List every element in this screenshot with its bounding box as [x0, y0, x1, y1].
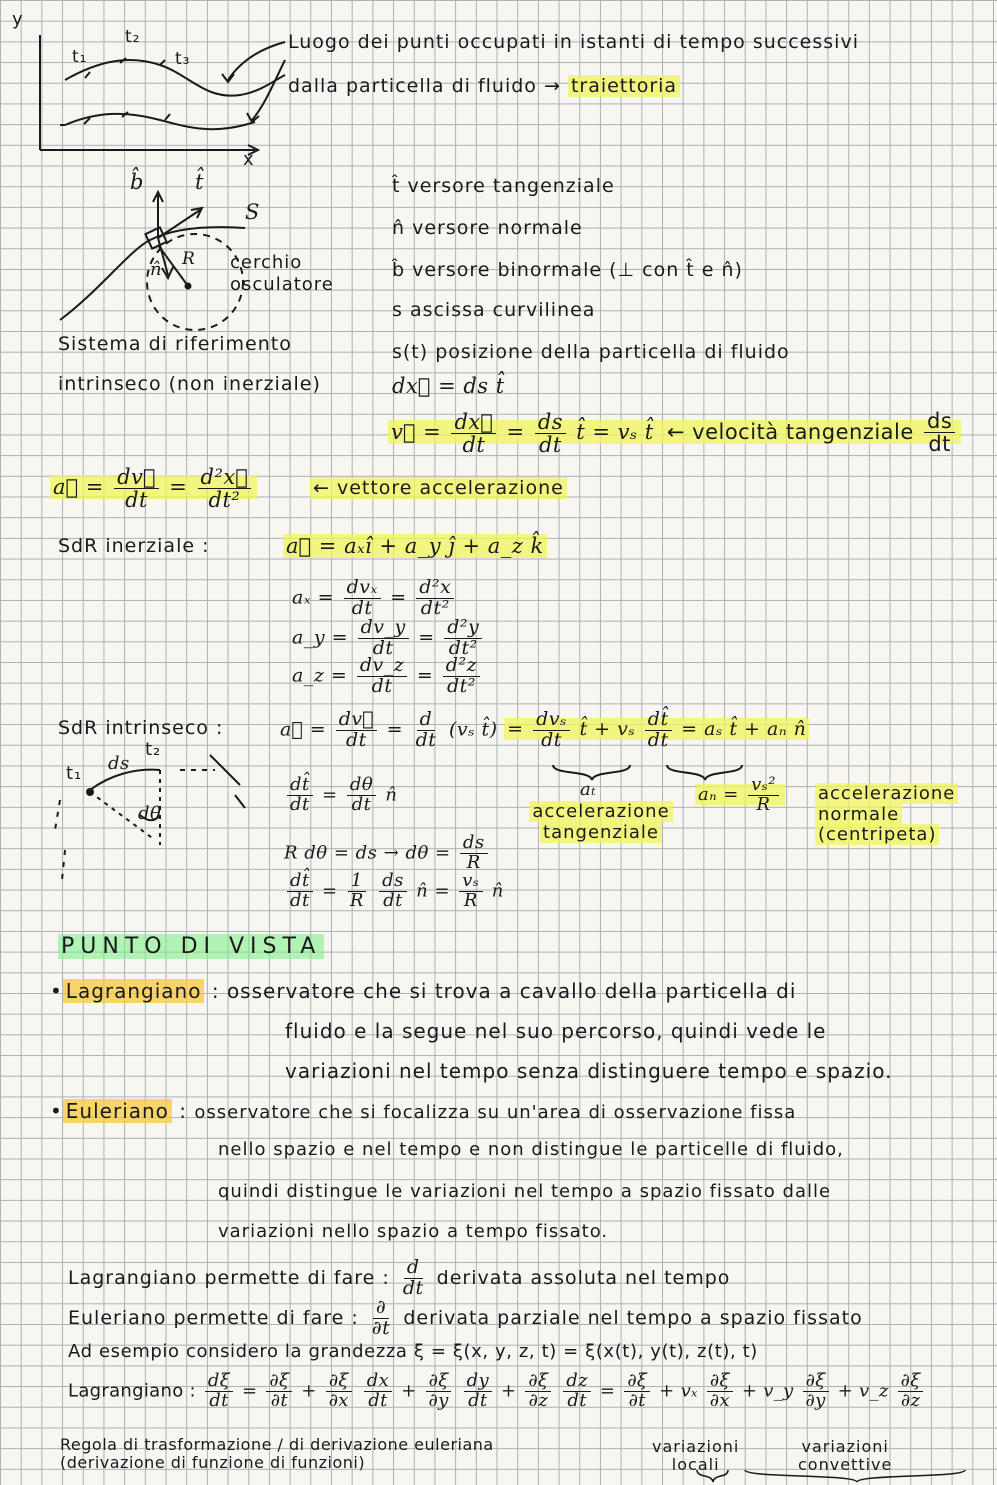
- transformation-rule-note: Regola di trasformazione / di derivazione euleriana (derivazione di funzione di funzioni): [60, 1435, 494, 1472]
- tangential-velocity-note: ← velocità tangenziale $\frac{ds}{dt}$: [664, 420, 961, 444]
- fig1-trajectory-lower: [65, 114, 255, 129]
- ay-equation: a_y = $\frac{dv\_y}{dt}$ = $\frac{\text{d²y}}{\text{dt²}}$: [292, 618, 485, 659]
- example-line: Ad esempio considero la grandezza ξ = ξ(x, y, z, t) = ξ(x(t), y(t), z(t), t): [68, 1341, 758, 1362]
- lagrangian-definition-line1: • Lagrangiano : osservatore che si trova a cavallo della particella di: [50, 979, 797, 1003]
- sketch-ds-label: ds: [108, 753, 130, 774]
- fig1-caption-line1: Luogo dei punti occupati in istanti di tempo successivi: [288, 31, 859, 53]
- def-position: s(t) posizione della particella di fluido: [392, 341, 790, 363]
- fig1-t1-label: t₁: [72, 47, 88, 67]
- eulerian-definition-line4: variazioni nello spazio a tempo fissato.: [218, 1221, 609, 1242]
- inertial-acceleration-equation: a⃗ = aₓî + a_y ĵ + a_z k̂: [283, 534, 547, 558]
- acceleration-equation: [50, 466, 257, 511]
- eulerian-definition-line1: • Euleriano : osservatore che si focalizza su un'area di osservazione fissa: [50, 1099, 797, 1123]
- an-equation: aₙ = $\frac{\text{vₛ²}}{R}$: [695, 776, 785, 815]
- fig1-caption-line2: dalla particella di fluido → traiettoria: [288, 76, 680, 98]
- lagrangian-definition-line3: variazioni nel tempo senza distinguere tempo e spazio.: [285, 1059, 893, 1083]
- intrinsic-expansion-highlight: = $\frac{\text{dvₛ}}{dt}$ t̂ + vₛ $\frac{dt̂}{dt}$ = aₛ t̂ + aₙ n̂: [504, 718, 809, 740]
- dx-equation: dx⃗ = ds t̂: [392, 374, 505, 398]
- normal-acceleration-label: accelerazione normale (centripeta): [815, 784, 958, 846]
- rdtheta-equation: R dθ = ds → dθ = $\frac{ds}{R}$: [284, 834, 491, 873]
- lagrangian-definition-line2: fluido e la segue nel suo percorso, quindi vede le: [285, 1019, 827, 1043]
- at-symbol: aₜ: [580, 779, 597, 800]
- az-equation: a_z = $\frac{dv\_z}{dt}$ = $\frac{\text{d²z}}{\text{dt²}}$: [292, 656, 483, 697]
- sketch-t1-label: t₁: [66, 763, 83, 784]
- fig2-t-label: t̂: [195, 170, 204, 194]
- inertial-frame-label: SdR inerziale :: [58, 535, 210, 557]
- def-normal-versor: n̂ versore normale: [392, 217, 583, 239]
- eulerian-term: Euleriano: [63, 1099, 172, 1123]
- eulerian-derivative-line: Euleriano permette di fare : $\frac{\partial}{\partial t}$ derivata parziale nel tempo a spazio fissato: [68, 1296, 863, 1339]
- fig1-t3-label: t₃: [175, 49, 191, 69]
- fig1-y-label: y: [12, 9, 24, 30]
- osculating-circle-label: cerchio osculatore: [230, 252, 334, 295]
- tangential-acceleration-label: accelerazione tangenziale: [526, 802, 676, 843]
- intrinsic-acceleration-equation: a⃗ = $\frac{dv⃗}{dt}$ = $\frac{d}{dt}$ (vₛ t̂) = $\frac{\text{dvₛ}}{dt}$ t̂ + vₛ $\frac{dt̂}{dt}$ = aₛ t̂ + aₙ n̂: [280, 710, 809, 751]
- osculating-circle: [147, 234, 243, 330]
- def-tangent-versor: t̂ versore tangenziale: [392, 175, 615, 197]
- intrinsic-system-line1: Sistema di riferimento: [58, 333, 292, 355]
- convective-variations-label: variazioni convettive: [798, 1437, 893, 1474]
- lagrangian-term: Lagrangiano: [63, 979, 205, 1003]
- trajectory-highlight: traiettoria: [568, 75, 680, 97]
- velocity-equation: [388, 410, 961, 456]
- ax-equation: aₓ = $\frac{\text{dvₓ}}{dt}$ = $\frac{\text{d²x}}{\text{dt²}}$: [292, 578, 457, 619]
- fig2-n-label: n̂: [150, 259, 163, 280]
- fig1-t2-label: t₂: [125, 27, 141, 47]
- sketch-t2-label: t₂: [145, 739, 162, 760]
- eulerian-definition-line2: nello spazio e nel tempo e non distingue le particelle di fluido,: [218, 1139, 844, 1160]
- local-variations-label: variazioni locali: [652, 1437, 740, 1474]
- fig2-s-label: S: [245, 200, 260, 224]
- acceleration-note: ← vettore accelerazione: [310, 478, 567, 500]
- intrinsic-frame-label: SdR intrinseco :: [58, 717, 224, 739]
- lagrangian-derivative-line: Lagrangiano permette di fare : $\frac{d}{dt}$ derivata assoluta nel tempo: [68, 1256, 731, 1299]
- dt-hat-result-equation: $\frac{dt̂}{dt}$ = $\frac{1}{R}$ $\frac{ds}{dt}$ n̂ = $\frac{\text{vₛ}}{R}$ n̂: [284, 872, 504, 911]
- fig2-b-label: b̂: [130, 170, 144, 194]
- eulerian-definition-line3: quindi distingue le variazioni nel tempo a spazio fissato dalle: [218, 1181, 832, 1202]
- fig1-x-label: x: [243, 149, 255, 170]
- def-binormal-versor: b̂ versore binormale (⊥ con t̂ e n̂): [392, 259, 743, 281]
- sketch-dtheta-label: dθ: [138, 803, 162, 824]
- dt-hat-dtheta-equation: $\frac{dt̂}{dt}$ = $\frac{d\theta}{dt}$ n̂: [284, 776, 398, 815]
- velocity-highlight: v⃗ = $\frac{dx⃗}{dt}$ = $\frac{ds}{dt}$ t̂ = vₛ t̂: [388, 420, 664, 444]
- fig2-r-label: R: [182, 249, 196, 269]
- intrinsic-system-line2: intrinseco (non inerziale): [58, 373, 321, 395]
- def-curvilinear-abscissa: s ascissa curvilinea: [392, 299, 596, 321]
- acceleration-highlight: a⃗ = $\frac{dv⃗}{dt}$ = $\frac{\text{d²x⃗}}{\text{dt²}}$: [50, 475, 257, 499]
- point-of-view-heading: PUNTO DI VISTA: [58, 934, 324, 959]
- lagrangian-expansion: Lagrangiano : $\frac{d\xi}{dt}$ = $\frac{\partial\xi}{\partial t}$ + $\frac{\partial\xi}{\partial x}$ $\frac{dx}{dt}$ + $\frac{\partial\xi}{\partial y}$ $\frac{dy}{dt}$ + $\frac{\partial\xi}{\partial z}$ $\frac{dz}{dt}$ = $\frac{\partial\xi}{\partial t}$ + vₓ $\frac{\partial\xi}{\partial x}$ + v_y $\frac{\partial\xi}{\partial y}$ + v_z $\frac{\partial\xi}{\partial z}$: [68, 1372, 926, 1411]
